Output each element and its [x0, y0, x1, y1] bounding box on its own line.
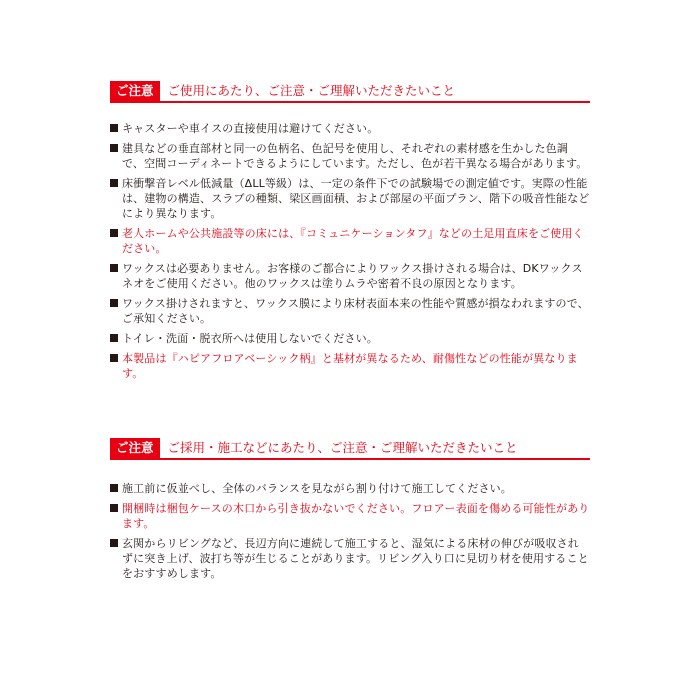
notice-text: ワックスは必要ありません。お客様のご都合によりワックス掛けされる場合は、DKワックスネオをご使用ください。他のワックスは塗りムラや密着不良の原因となります。 [122, 262, 583, 290]
square-bullet-icon [110, 354, 118, 362]
notice-item-warning [110, 351, 590, 381]
square-bullet-icon [110, 144, 118, 152]
notice-text: トイレ・洗面・脱衣所へは使用しないでください。 [122, 332, 378, 345]
notice-text: 施工前に仮並べし、全体のバランスを見ながら割り付けて施工してください。 [122, 482, 512, 495]
square-bullet-icon [110, 124, 118, 132]
square-bullet-icon [110, 299, 118, 307]
notice-item [110, 176, 590, 221]
notice-section-usage [110, 81, 590, 386]
notice-text: 本製品は『ハピアフロアベーシック柄』と基材が異なるため、耐傷性などの性能が異なります。 [122, 352, 578, 380]
notice-tag: ご注意 [110, 81, 160, 101]
notice-tag: ご注意 [110, 438, 160, 458]
square-bullet-icon [110, 539, 118, 547]
square-bullet-icon [110, 484, 118, 492]
section-title: ご使用にあたり、ご注意・ご理解いただきたいこと [167, 83, 456, 98]
notice-text: 建具などの垂直部材と同一の色柄名、色記号を使用し、それぞれの素材感を生かした色調で、空間コーディネートできるようにしています。ただし、色が若干異なる場合があります。 [122, 142, 588, 170]
notice-item [110, 481, 590, 496]
notice-item [110, 261, 590, 291]
square-bullet-icon [110, 334, 118, 342]
notice-item-warning [110, 501, 590, 531]
section-header [110, 438, 590, 460]
notice-text: 床衝撃音レベル低減量（ΔLL等級）は、一定の条件下での試験場での測定値です。実際の性能は、建物の構造、スラブの種類、梁区画面積、および部屋の平面プラン、階下の吸音性能などにより異なります。 [122, 177, 590, 220]
notice-item-warning [110, 226, 590, 256]
notice-item [110, 121, 590, 136]
notice-item [110, 331, 590, 346]
square-bullet-icon [110, 179, 118, 187]
notice-item [110, 536, 590, 581]
notice-text: 開梱時は梱包ケースの木口から引き抜かないでください。フロアー表面を傷める可能性があります。 [122, 502, 590, 530]
notice-section-installation [110, 438, 590, 586]
notice-text: 玄関からリビングなど、長辺方向に連続して施工すると、湿気による床材の伸びが吸収されずに突き上げ、波打ち等が生じることがあります。リビング入り口に見切り材を使用することをおすすめします。 [122, 537, 589, 580]
notice-list [110, 121, 590, 381]
notice-text: キャスターや車イスの直接使用は避けてください。 [122, 122, 379, 135]
notice-item [110, 296, 590, 326]
square-bullet-icon [110, 264, 118, 272]
notice-list [110, 481, 590, 581]
section-header [110, 81, 590, 103]
section-title: ご採用・施工などにあたり、ご注意・ご理解いただきたいこと [167, 440, 518, 455]
square-bullet-icon [110, 229, 118, 237]
notice-text: ワックス掛けされますと、ワックス膜により床材表面本来の性能や質感が損なわれますので、ご承知ください。 [122, 297, 589, 325]
notice-text: 老人ホームや公共施設等の床には、『コミュニケーションタフ』などの土足用直床をご使用ください。 [122, 227, 584, 255]
square-bullet-icon [110, 504, 118, 512]
notice-item [110, 141, 590, 171]
